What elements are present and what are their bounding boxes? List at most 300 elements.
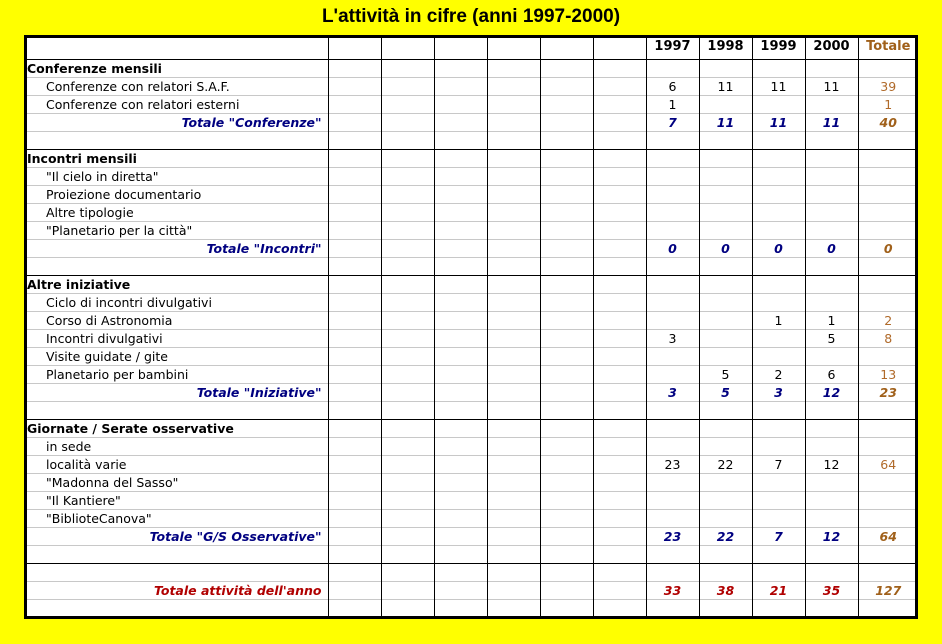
value-cell-1999: 7 [752, 528, 805, 546]
empty-cell [381, 582, 434, 600]
grand-total-label: Totale attività dell'anno [24, 582, 328, 600]
empty-cell [434, 240, 487, 258]
empty-cell [434, 546, 487, 564]
empty-cell [752, 258, 805, 276]
empty-cell [540, 582, 593, 600]
empty-cell [593, 474, 646, 492]
value-cell-1997: 3 [646, 330, 699, 348]
empty-cell [328, 240, 381, 258]
total-cell: 1 [858, 96, 918, 114]
empty-cell [699, 258, 752, 276]
empty-cell [699, 546, 752, 564]
value-cell-1997 [646, 312, 699, 330]
empty-cell [487, 132, 540, 150]
empty-cell [699, 150, 752, 168]
empty-cell [858, 150, 918, 168]
empty-cell [328, 35, 381, 60]
empty-cell [593, 294, 646, 312]
empty-cell [328, 420, 381, 438]
empty-cell [593, 312, 646, 330]
empty-cell [381, 330, 434, 348]
empty-cell [540, 312, 593, 330]
empty-cell [434, 114, 487, 132]
empty-cell [328, 204, 381, 222]
empty-cell [752, 150, 805, 168]
empty-cell [858, 546, 918, 564]
value-cell-1999 [752, 204, 805, 222]
empty-cell [699, 420, 752, 438]
row-label: località varie [24, 456, 328, 474]
empty-cell [858, 132, 918, 150]
empty-cell [752, 402, 805, 420]
section-title: Conferenze mensili [24, 60, 328, 78]
empty-cell [434, 96, 487, 114]
value-cell-1997 [646, 366, 699, 384]
value-cell-1997: 7 [646, 114, 699, 132]
empty-cell [540, 366, 593, 384]
empty-cell [593, 582, 646, 600]
value-cell-2000: 1 [805, 312, 858, 330]
value-cell-2000: 12 [805, 528, 858, 546]
empty-cell [328, 312, 381, 330]
empty-cell [699, 132, 752, 150]
total-cell [858, 186, 918, 204]
empty-cell [328, 528, 381, 546]
spacer-label [24, 132, 328, 150]
value-cell-1997: 1 [646, 96, 699, 114]
row-label: Incontri divulgativi [24, 330, 328, 348]
empty-cell [487, 78, 540, 96]
empty-cell [540, 438, 593, 456]
empty-cell [381, 312, 434, 330]
row-label: Conferenze con relatori S.A.F. [24, 78, 328, 96]
value-cell-1997: 23 [646, 528, 699, 546]
empty-cell [752, 276, 805, 294]
spacer-row [24, 600, 918, 618]
empty-cell [593, 456, 646, 474]
empty-cell [381, 186, 434, 204]
empty-cell [381, 114, 434, 132]
empty-cell [434, 366, 487, 384]
empty-cell [381, 528, 434, 546]
empty-cell [805, 420, 858, 438]
spacer-row [24, 564, 918, 582]
empty-cell [646, 546, 699, 564]
value-cell-1998 [699, 312, 752, 330]
empty-cell [381, 348, 434, 366]
spacer-label [24, 258, 328, 276]
empty-cell [487, 546, 540, 564]
empty-cell [593, 276, 646, 294]
year-header-1999: 1999 [752, 35, 805, 60]
empty-cell [540, 276, 593, 294]
section-total-row [24, 114, 918, 132]
empty-cell [540, 240, 593, 258]
value-cell-2000: 12 [805, 384, 858, 402]
empty-cell [540, 78, 593, 96]
value-cell-1999: 2 [752, 366, 805, 384]
value-cell-2000 [805, 168, 858, 186]
empty-cell [805, 546, 858, 564]
empty-cell [328, 60, 381, 78]
total-cell: 8 [858, 330, 918, 348]
empty-cell [593, 240, 646, 258]
value-cell-2000 [805, 474, 858, 492]
value-cell-1998: 5 [699, 366, 752, 384]
empty-cell [381, 510, 434, 528]
table-row [24, 294, 918, 312]
value-cell-2000: 5 [805, 330, 858, 348]
empty-cell [858, 402, 918, 420]
value-cell-2000 [805, 510, 858, 528]
spacer-label [24, 402, 328, 420]
empty-cell [540, 384, 593, 402]
spacer-label [24, 564, 328, 582]
spacer-label [24, 600, 328, 618]
value-cell-1998 [699, 438, 752, 456]
value-cell-2000 [805, 186, 858, 204]
empty-cell [752, 564, 805, 582]
empty-cell [487, 384, 540, 402]
empty-cell [752, 546, 805, 564]
empty-cell [540, 168, 593, 186]
total-cell [858, 204, 918, 222]
page-title: L'attività in cifre (anni 1997-2000) [321, 6, 621, 27]
empty-cell [487, 258, 540, 276]
empty-cell [434, 35, 487, 60]
empty-cell [381, 168, 434, 186]
empty-cell [752, 420, 805, 438]
empty-cell [540, 456, 593, 474]
empty-cell [487, 186, 540, 204]
empty-cell [540, 35, 593, 60]
empty-cell [434, 402, 487, 420]
value-cell-1998 [699, 348, 752, 366]
total-cell: 127 [858, 582, 918, 600]
value-cell-2000: 11 [805, 78, 858, 96]
empty-cell [381, 132, 434, 150]
empty-cell [328, 456, 381, 474]
empty-cell [434, 78, 487, 96]
empty-cell [487, 168, 540, 186]
total-cell [858, 492, 918, 510]
empty-cell [328, 492, 381, 510]
empty-cell [328, 546, 381, 564]
value-cell-1998 [699, 474, 752, 492]
empty-cell [328, 294, 381, 312]
empty-cell [487, 366, 540, 384]
value-cell-1999 [752, 510, 805, 528]
empty-cell [540, 420, 593, 438]
empty-cell [328, 330, 381, 348]
empty-cell [646, 402, 699, 420]
row-label: in sede [24, 438, 328, 456]
section-title: Altre iniziative [24, 276, 328, 294]
empty-cell [434, 168, 487, 186]
empty-cell [381, 204, 434, 222]
empty-cell [699, 276, 752, 294]
spacer-row [24, 402, 918, 420]
empty-cell [540, 294, 593, 312]
empty-cell [328, 258, 381, 276]
empty-cell [328, 474, 381, 492]
empty-cell [593, 96, 646, 114]
empty-cell [805, 60, 858, 78]
empty-cell [593, 438, 646, 456]
empty-cell [381, 600, 434, 618]
value-cell-1998: 5 [699, 384, 752, 402]
table-row [24, 438, 918, 456]
value-cell-1999 [752, 222, 805, 240]
section-total-label: Totale "Incontri" [24, 240, 328, 258]
empty-cell [540, 114, 593, 132]
empty-cell [540, 150, 593, 168]
empty-cell [381, 240, 434, 258]
row-label: "Il cielo in diretta" [24, 168, 328, 186]
empty-cell [434, 528, 487, 546]
value-cell-1998 [699, 96, 752, 114]
empty-cell [646, 258, 699, 276]
grand-total-row [24, 582, 918, 600]
row-label: Corso di Astronomia [24, 312, 328, 330]
table-row [24, 456, 918, 474]
value-cell-1998 [699, 186, 752, 204]
table-row [24, 222, 918, 240]
value-cell-1999: 11 [752, 78, 805, 96]
header-label-cell [24, 35, 328, 60]
empty-cell [328, 276, 381, 294]
value-cell-1997 [646, 186, 699, 204]
table-row [24, 78, 918, 96]
section-total-label: Totale "Conferenze" [24, 114, 328, 132]
empty-cell [593, 546, 646, 564]
spacer-row [24, 132, 918, 150]
empty-cell [593, 60, 646, 78]
value-cell-1999 [752, 330, 805, 348]
empty-cell [381, 384, 434, 402]
value-cell-1997: 6 [646, 78, 699, 96]
value-cell-1999: 7 [752, 456, 805, 474]
empty-cell [593, 402, 646, 420]
empty-cell [540, 474, 593, 492]
value-cell-1999: 3 [752, 384, 805, 402]
year-header-1997: 1997 [646, 35, 699, 60]
empty-cell [434, 186, 487, 204]
empty-cell [381, 35, 434, 60]
spacer-row [24, 546, 918, 564]
section-title-row [24, 276, 918, 294]
empty-cell [434, 348, 487, 366]
row-label: "Il Kantiere" [24, 492, 328, 510]
value-cell-1997 [646, 294, 699, 312]
value-cell-1997: 0 [646, 240, 699, 258]
value-cell-2000 [805, 294, 858, 312]
empty-cell [593, 35, 646, 60]
empty-cell [487, 96, 540, 114]
empty-cell [540, 600, 593, 618]
value-cell-1998: 11 [699, 78, 752, 96]
empty-cell [540, 60, 593, 78]
empty-cell [699, 564, 752, 582]
value-cell-1997 [646, 222, 699, 240]
empty-cell [593, 132, 646, 150]
empty-cell [858, 276, 918, 294]
empty-cell [540, 186, 593, 204]
empty-cell [593, 384, 646, 402]
empty-cell [487, 60, 540, 78]
empty-cell [381, 78, 434, 96]
empty-cell [487, 114, 540, 132]
empty-cell [487, 492, 540, 510]
empty-cell [381, 438, 434, 456]
empty-cell [328, 366, 381, 384]
empty-cell [328, 582, 381, 600]
activity-table [24, 35, 918, 617]
value-cell-1998: 22 [699, 528, 752, 546]
empty-cell [434, 60, 487, 78]
empty-cell [805, 402, 858, 420]
section-title-row [24, 150, 918, 168]
empty-cell [434, 564, 487, 582]
table-row [24, 312, 918, 330]
value-cell-2000: 35 [805, 582, 858, 600]
total-cell: 39 [858, 78, 918, 96]
activity-table-sheet [24, 35, 918, 619]
empty-cell [381, 456, 434, 474]
value-cell-1998 [699, 222, 752, 240]
empty-cell [646, 564, 699, 582]
empty-cell [487, 204, 540, 222]
total-cell [858, 510, 918, 528]
empty-cell [487, 312, 540, 330]
empty-cell [487, 474, 540, 492]
empty-cell [381, 150, 434, 168]
empty-cell [487, 35, 540, 60]
value-cell-2000 [805, 222, 858, 240]
total-cell: 2 [858, 312, 918, 330]
empty-cell [434, 294, 487, 312]
table-row [24, 348, 918, 366]
empty-cell [487, 564, 540, 582]
empty-cell [593, 222, 646, 240]
empty-cell [434, 132, 487, 150]
empty-cell [487, 276, 540, 294]
empty-cell [593, 204, 646, 222]
value-cell-1998: 0 [699, 240, 752, 258]
empty-cell [487, 582, 540, 600]
value-cell-1997 [646, 168, 699, 186]
value-cell-1999 [752, 438, 805, 456]
empty-cell [434, 492, 487, 510]
empty-cell [646, 420, 699, 438]
total-cell: 40 [858, 114, 918, 132]
spacer-row [24, 258, 918, 276]
empty-cell [752, 600, 805, 618]
empty-cell [381, 60, 434, 78]
section-total-label: Totale "Iniziative" [24, 384, 328, 402]
value-cell-1997 [646, 510, 699, 528]
empty-cell [858, 600, 918, 618]
section-total-row [24, 384, 918, 402]
empty-cell [487, 330, 540, 348]
empty-cell [593, 366, 646, 384]
empty-cell [593, 564, 646, 582]
empty-cell [540, 132, 593, 150]
empty-cell [805, 600, 858, 618]
empty-cell [328, 78, 381, 96]
section-title-row [24, 60, 918, 78]
empty-cell [434, 384, 487, 402]
spacer-label [24, 546, 328, 564]
empty-cell [328, 222, 381, 240]
empty-cell [487, 510, 540, 528]
empty-cell [328, 132, 381, 150]
value-cell-1999 [752, 186, 805, 204]
empty-cell [381, 366, 434, 384]
empty-cell [487, 600, 540, 618]
empty-cell [434, 438, 487, 456]
total-cell: 64 [858, 456, 918, 474]
value-cell-2000 [805, 204, 858, 222]
empty-cell [699, 600, 752, 618]
row-label: "Planetario per la città" [24, 222, 328, 240]
empty-cell [858, 258, 918, 276]
value-cell-1998: 22 [699, 456, 752, 474]
empty-cell [328, 348, 381, 366]
table-row [24, 492, 918, 510]
empty-cell [434, 276, 487, 294]
empty-cell [646, 276, 699, 294]
table-row [24, 186, 918, 204]
empty-cell [434, 420, 487, 438]
row-label: Altre tipologie [24, 204, 328, 222]
value-cell-1998 [699, 294, 752, 312]
value-cell-1999 [752, 168, 805, 186]
empty-cell [328, 96, 381, 114]
value-cell-1999 [752, 474, 805, 492]
empty-cell [434, 582, 487, 600]
value-cell-1998 [699, 510, 752, 528]
empty-cell [381, 546, 434, 564]
year-header-1998: 1998 [699, 35, 752, 60]
empty-cell [487, 438, 540, 456]
empty-cell [381, 294, 434, 312]
empty-cell [434, 222, 487, 240]
empty-cell [487, 528, 540, 546]
section-title: Giornate / Serate osservative [24, 420, 328, 438]
total-cell [858, 438, 918, 456]
empty-cell [381, 492, 434, 510]
section-total-row [24, 528, 918, 546]
empty-cell [699, 60, 752, 78]
empty-cell [540, 330, 593, 348]
row-label: Conferenze con relatori esterni [24, 96, 328, 114]
row-label: Visite guidate / gite [24, 348, 328, 366]
value-cell-2000: 12 [805, 456, 858, 474]
empty-cell [593, 78, 646, 96]
value-cell-1999 [752, 492, 805, 510]
empty-cell [699, 402, 752, 420]
empty-cell [593, 600, 646, 618]
header-row [24, 35, 918, 60]
empty-cell [328, 114, 381, 132]
empty-cell [381, 474, 434, 492]
total-cell [858, 294, 918, 312]
total-cell: 13 [858, 366, 918, 384]
empty-cell [381, 276, 434, 294]
value-cell-1997 [646, 438, 699, 456]
empty-cell [752, 60, 805, 78]
